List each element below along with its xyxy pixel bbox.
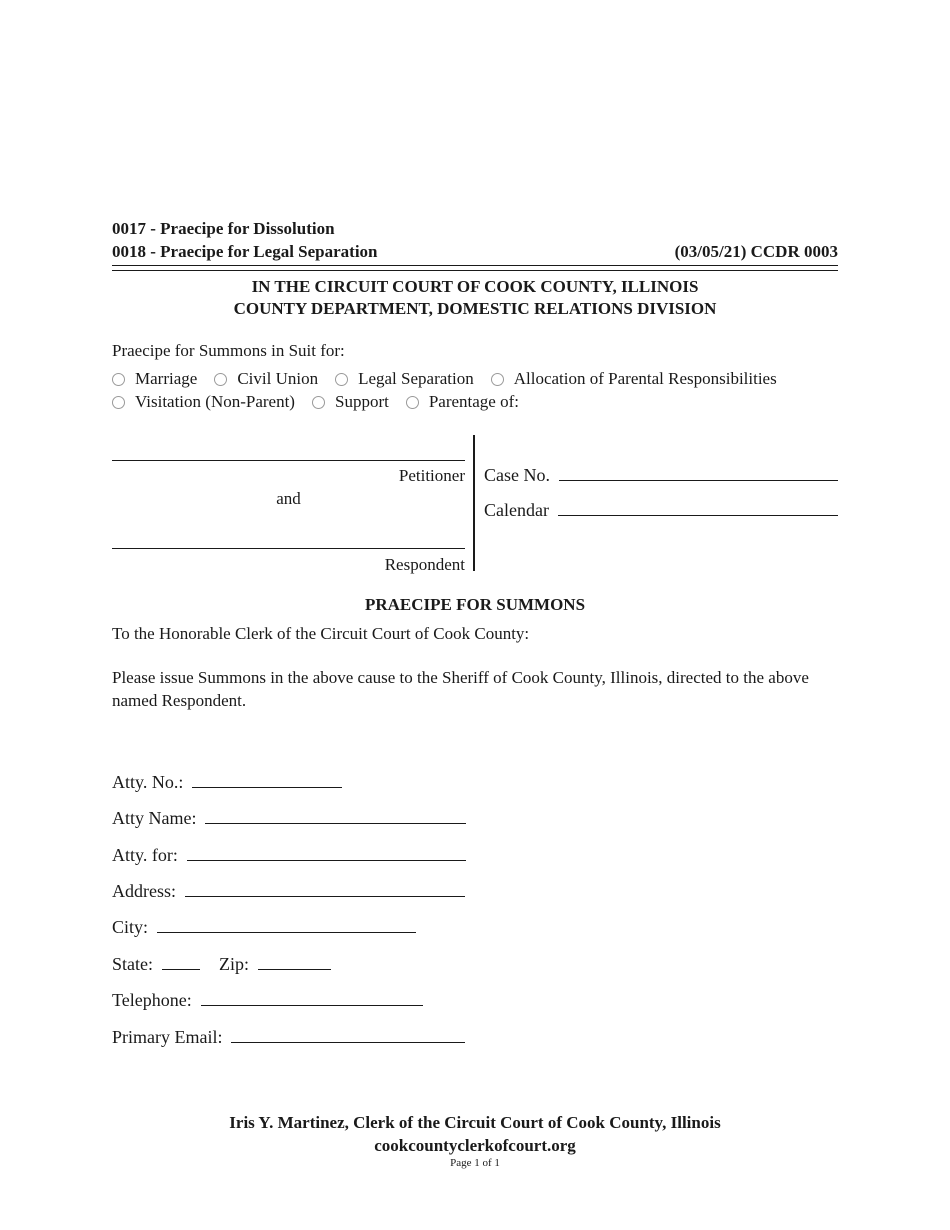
respondent-label: Respondent: [384, 555, 465, 574]
zip-label: Zip:: [219, 954, 249, 974]
caption-divider: [473, 435, 475, 571]
state-input[interactable]: [162, 969, 200, 970]
request-paragraph: Please issue Summons in the above cause to the Sheriff of Cook County, Illinois, directed to the above named Respondent.: [112, 668, 809, 710]
header-rule-top: [112, 265, 838, 266]
atty-no-input[interactable]: [192, 787, 342, 788]
atty-for-field: [112, 845, 466, 866]
radio-parentage-of[interactable]: Parentage of:: [406, 392, 519, 412]
form-number-0018: 0018 - Praecipe for Legal Separation: [112, 242, 378, 261]
radio-visitation-non-parent[interactable]: Visitation (Non-Parent): [112, 392, 295, 412]
city-field: [112, 917, 416, 938]
email-label: Primary Email:: [112, 1027, 223, 1047]
court-name: IN THE CIRCUIT COURT OF COOK COUNTY, ILLINOIS: [251, 277, 699, 296]
radio-circle-icon[interactable]: [214, 373, 227, 386]
suit-intro: Praecipe for Summons in Suit for:: [112, 341, 345, 360]
email-field: [112, 1027, 465, 1048]
address-field: [112, 881, 465, 902]
telephone-label: Telephone:: [112, 990, 192, 1010]
city-input[interactable]: [157, 932, 416, 933]
address-label: Address:: [112, 881, 176, 901]
state-label: State:: [112, 954, 153, 974]
telephone-input[interactable]: [201, 1005, 423, 1006]
atty-name-label: Atty Name:: [112, 808, 197, 828]
address-input[interactable]: [185, 896, 465, 897]
court-division: COUNTY DEPARTMENT, DOMESTIC RELATIONS DIVISION: [233, 299, 717, 318]
radio-circle-icon[interactable]: [491, 373, 504, 386]
radio-support[interactable]: Support: [312, 392, 389, 412]
petitioner-label: Petitioner: [398, 466, 465, 485]
and-label: and: [276, 489, 301, 508]
salutation: To the Honorable Clerk of the Circuit Court of Cook County:: [112, 624, 530, 643]
form-number-0017: 0017 - Praecipe for Dissolution: [112, 219, 335, 238]
radio-allocation-parental-responsibilities[interactable]: Allocation of Parental Responsibilities: [491, 369, 777, 389]
radio-circle-icon[interactable]: [112, 373, 125, 386]
suit-options-row-1: [112, 369, 794, 389]
radio-circle-icon[interactable]: [112, 396, 125, 409]
atty-for-input[interactable]: [187, 860, 466, 861]
city-label: City:: [112, 917, 149, 937]
radio-circle-icon[interactable]: [312, 396, 325, 409]
radio-circle-icon[interactable]: [406, 396, 419, 409]
radio-civil-union[interactable]: Civil Union: [214, 369, 318, 389]
zip-input[interactable]: [258, 969, 331, 970]
petitioner-name-line[interactable]: [112, 460, 465, 461]
page-number: Page 1 of 1: [450, 1157, 500, 1169]
header-rule-bottom: [112, 270, 838, 271]
suit-options-row-2: [112, 392, 536, 412]
radio-legal-separation[interactable]: Legal Separation: [335, 369, 474, 389]
form-code: (03/05/21) CCDR 0003: [674, 242, 838, 261]
atty-no-label: Atty. No.:: [112, 772, 184, 792]
calendar-input[interactable]: [558, 515, 838, 516]
atty-name-field: [112, 808, 466, 829]
email-input[interactable]: [231, 1042, 465, 1043]
footer-clerk: Iris Y. Martinez, Clerk of the Circuit Court of Cook County, Illinois: [229, 1113, 721, 1132]
respondent-name-line[interactable]: [112, 548, 465, 549]
case-no-label: Case No.: [484, 465, 550, 485]
calendar-label: Calendar: [484, 500, 549, 520]
case-no-field: [484, 465, 838, 486]
radio-marriage[interactable]: Marriage: [112, 369, 197, 389]
atty-name-input[interactable]: [205, 823, 466, 824]
telephone-field: [112, 990, 423, 1011]
footer-website: cookcountyclerkofcourt.org: [374, 1136, 576, 1155]
calendar-field: [484, 500, 838, 521]
atty-for-label: Atty. for:: [112, 845, 178, 865]
radio-circle-icon[interactable]: [335, 373, 348, 386]
state-zip-field: [112, 954, 331, 975]
atty-no-field: [112, 772, 342, 793]
case-no-input[interactable]: [559, 480, 838, 481]
document-title: PRAECIPE FOR SUMMONS: [364, 595, 586, 614]
